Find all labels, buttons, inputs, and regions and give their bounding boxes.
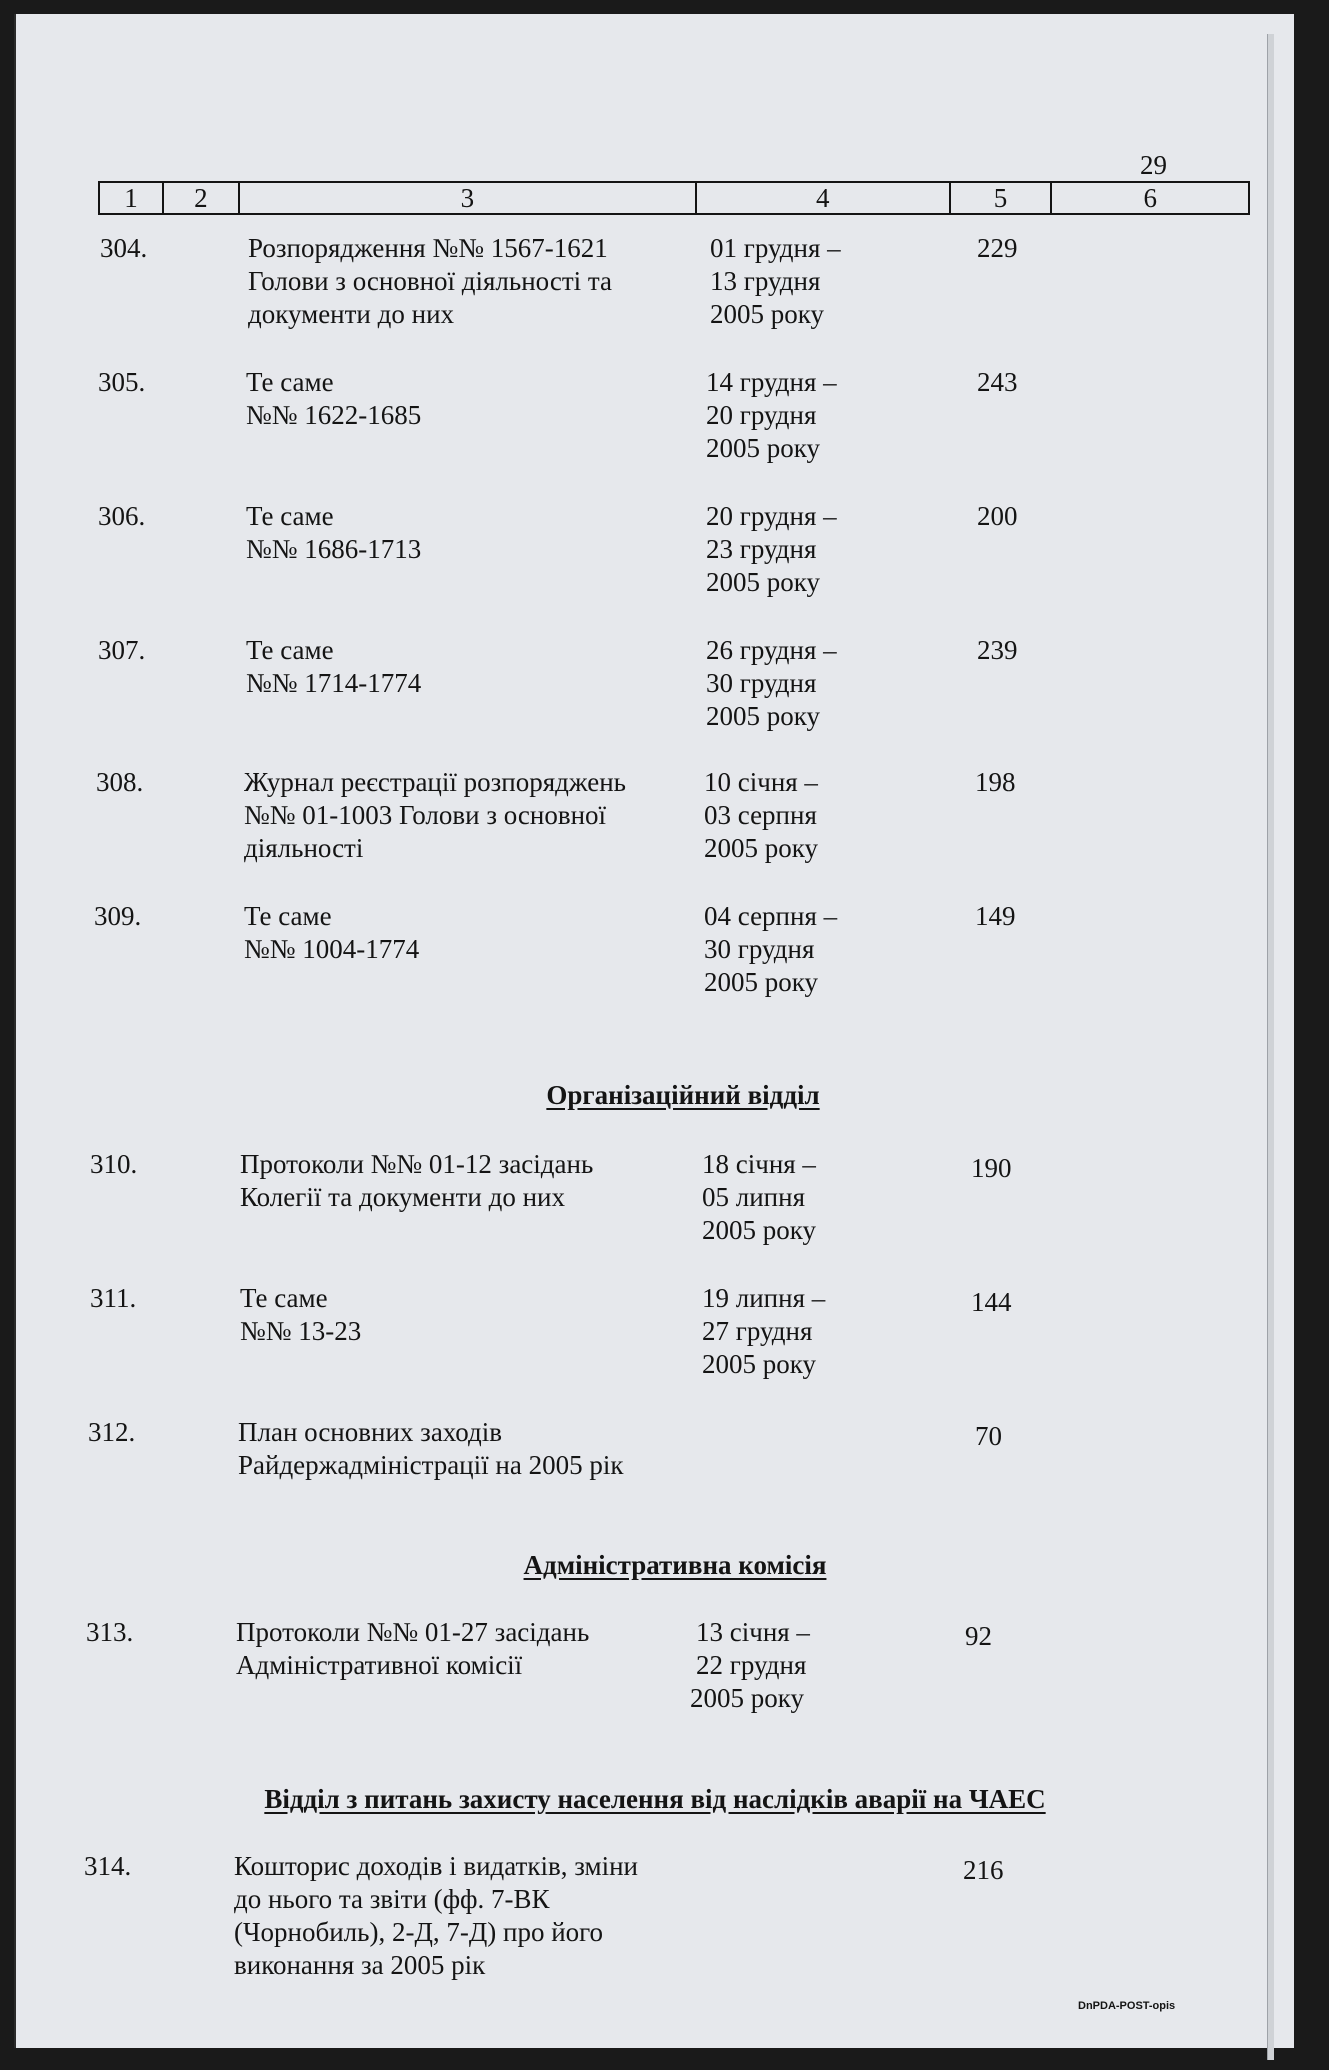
title-line: Адміністративної комісії bbox=[236, 1650, 523, 1680]
entry-311-count: 144 bbox=[971, 1287, 1012, 1317]
entry-308-count: 198 bbox=[975, 767, 1016, 797]
entry-314-count: 216 bbox=[963, 1855, 1004, 1885]
entry-313-number: 313. bbox=[86, 1617, 134, 1647]
date-line: 30 грудня bbox=[704, 934, 815, 964]
header-col-2: 2 bbox=[164, 183, 240, 213]
title-line: Те саме bbox=[246, 367, 334, 397]
title-line: Протоколи №№ 01-27 засідань bbox=[236, 1617, 590, 1647]
title-line: Голови з основної діяльності та bbox=[248, 266, 612, 296]
title-line: №№ 1714-1774 bbox=[246, 668, 422, 698]
entry-307-number: 307. bbox=[98, 635, 146, 665]
header-col-1: 1 bbox=[100, 183, 164, 213]
entry-308-title bbox=[244, 766, 684, 865]
title-line: Протоколи №№ 01-12 засідань bbox=[240, 1149, 594, 1179]
entry-311-title bbox=[240, 1282, 680, 1348]
entry-304-count: 229 bbox=[977, 233, 1018, 263]
date-line: 2005 року bbox=[710, 299, 824, 329]
entry-305-number: 305. bbox=[98, 367, 146, 397]
entry-305-count: 243 bbox=[977, 367, 1018, 397]
entry-310-date bbox=[702, 1148, 842, 1247]
title-line: Райдержадміністрації на 2005 рік bbox=[238, 1450, 624, 1480]
date-line: 20 грудня – bbox=[706, 501, 837, 531]
date-line: 18 січня – bbox=[702, 1149, 816, 1179]
date-line: 19 липня – bbox=[702, 1283, 826, 1313]
entry-305-title bbox=[246, 366, 686, 432]
header-col-4: 4 bbox=[697, 183, 951, 213]
date-line: 2005 року bbox=[704, 833, 818, 863]
title-line: №№ 01-1003 Голови з основної bbox=[244, 800, 607, 830]
date-line: 2005 року bbox=[702, 1215, 816, 1245]
entry-307-title bbox=[246, 634, 686, 700]
page-number: 29 bbox=[1140, 150, 1167, 180]
section-heading-chaes: Відділ з питань захисту населення від наслідків аварії на ЧАЕС bbox=[264, 1784, 1046, 1814]
entry-308-number: 308. bbox=[96, 767, 144, 797]
title-line: План основних заходів bbox=[238, 1417, 502, 1447]
date-line: 05 липня bbox=[702, 1182, 805, 1212]
date-line: 27 грудня bbox=[702, 1316, 813, 1346]
date-line: 10 січня – bbox=[704, 767, 818, 797]
date-line: 2005 року bbox=[704, 967, 818, 997]
date-line: 2005 року bbox=[706, 567, 820, 597]
title-line: Те саме bbox=[246, 635, 334, 665]
date-line: 04 серпня – bbox=[704, 901, 838, 931]
header-col-6: 6 bbox=[1143, 182, 1157, 213]
title-line: Кошторис доходів і видатків, зміни bbox=[234, 1851, 638, 1881]
date-line: 14 грудня – bbox=[706, 367, 837, 397]
title-line: №№ 13-23 bbox=[240, 1316, 362, 1346]
table-header-row bbox=[98, 181, 1250, 215]
entry-310-title bbox=[240, 1148, 680, 1214]
title-line: №№ 1622-1685 bbox=[246, 400, 422, 430]
date-line: 30 грудня bbox=[706, 668, 817, 698]
title-line: діяльності bbox=[244, 833, 364, 863]
date-line: 13 січня – bbox=[696, 1617, 810, 1647]
date-line: 03 серпня bbox=[704, 800, 817, 830]
entry-306-date bbox=[706, 500, 846, 599]
title-line: Розпорядження №№ 1567-1621 bbox=[248, 233, 608, 263]
entry-309-date bbox=[704, 900, 844, 999]
entry-309-number: 309. bbox=[94, 901, 142, 931]
date-line: 13 грудня bbox=[710, 266, 821, 296]
title-line: №№ 1686-1713 bbox=[246, 534, 422, 564]
entry-311-date bbox=[702, 1282, 842, 1381]
entry-309-count: 149 bbox=[975, 901, 1016, 931]
section-heading-admin: Адміністративна комісія bbox=[523, 1550, 827, 1580]
header-col-3: 3 bbox=[240, 183, 697, 213]
date-line: 20 грудня bbox=[706, 400, 817, 430]
entry-313-date bbox=[690, 1616, 836, 1715]
date-line: 2005 року bbox=[706, 433, 820, 463]
header-col-5: 5 bbox=[951, 183, 1053, 213]
entry-304-title bbox=[248, 232, 688, 331]
entry-312-title bbox=[238, 1416, 678, 1482]
archive-stamp: DnPDA-POST-opis bbox=[1078, 2000, 1176, 2012]
date-line: 22 грудня bbox=[696, 1650, 807, 1680]
entry-304-number: 304. bbox=[100, 233, 148, 263]
entry-310-count: 190 bbox=[971, 1153, 1012, 1183]
page-edge bbox=[1267, 34, 1274, 2060]
date-line: 2005 року bbox=[690, 1683, 804, 1713]
entry-312-count: 70 bbox=[975, 1421, 1002, 1451]
entry-314-number: 314. bbox=[84, 1851, 132, 1881]
entry-307-date bbox=[706, 634, 846, 733]
date-line: 2005 року bbox=[706, 701, 820, 731]
title-line: виконання за 2005 рік bbox=[234, 1950, 486, 1980]
entry-306-count: 200 bbox=[977, 501, 1018, 531]
title-line: Те саме bbox=[244, 901, 332, 931]
entry-307-count: 239 bbox=[977, 635, 1018, 665]
entry-312-number: 312. bbox=[88, 1417, 136, 1447]
title-line: (Чорнобиль), 2-Д, 7-Д) про його bbox=[234, 1917, 604, 1947]
document-page bbox=[14, 14, 1294, 2048]
date-line: 2005 року bbox=[702, 1349, 816, 1379]
entry-306-title bbox=[246, 500, 686, 566]
entry-313-title bbox=[236, 1616, 676, 1682]
section-heading-org: Організаційний відділ bbox=[546, 1080, 820, 1110]
entry-313-count: 92 bbox=[965, 1621, 992, 1651]
entry-309-title bbox=[244, 900, 684, 966]
entry-310-number: 310. bbox=[90, 1149, 138, 1179]
title-line: документи до них bbox=[248, 299, 455, 329]
date-line: 01 грудня – bbox=[710, 233, 841, 263]
title-line: №№ 1004-1774 bbox=[244, 934, 420, 964]
entry-306-number: 306. bbox=[98, 501, 146, 531]
date-line: 26 грудня – bbox=[706, 635, 837, 665]
title-line: Те саме bbox=[240, 1283, 328, 1313]
title-line: Колегії та документи до них bbox=[240, 1182, 565, 1212]
entry-305-date bbox=[706, 366, 846, 465]
title-line: до нього та звіти (фф. 7-ВК bbox=[234, 1884, 550, 1914]
entry-314-title bbox=[234, 1850, 674, 1982]
entry-308-date bbox=[704, 766, 844, 865]
entry-311-number: 311. bbox=[90, 1283, 137, 1313]
title-line: Те саме bbox=[246, 501, 334, 531]
date-line: 23 грудня bbox=[706, 534, 817, 564]
entry-304-date bbox=[710, 232, 850, 331]
title-line: Журнал реєстрації розпоряджень bbox=[244, 767, 626, 797]
